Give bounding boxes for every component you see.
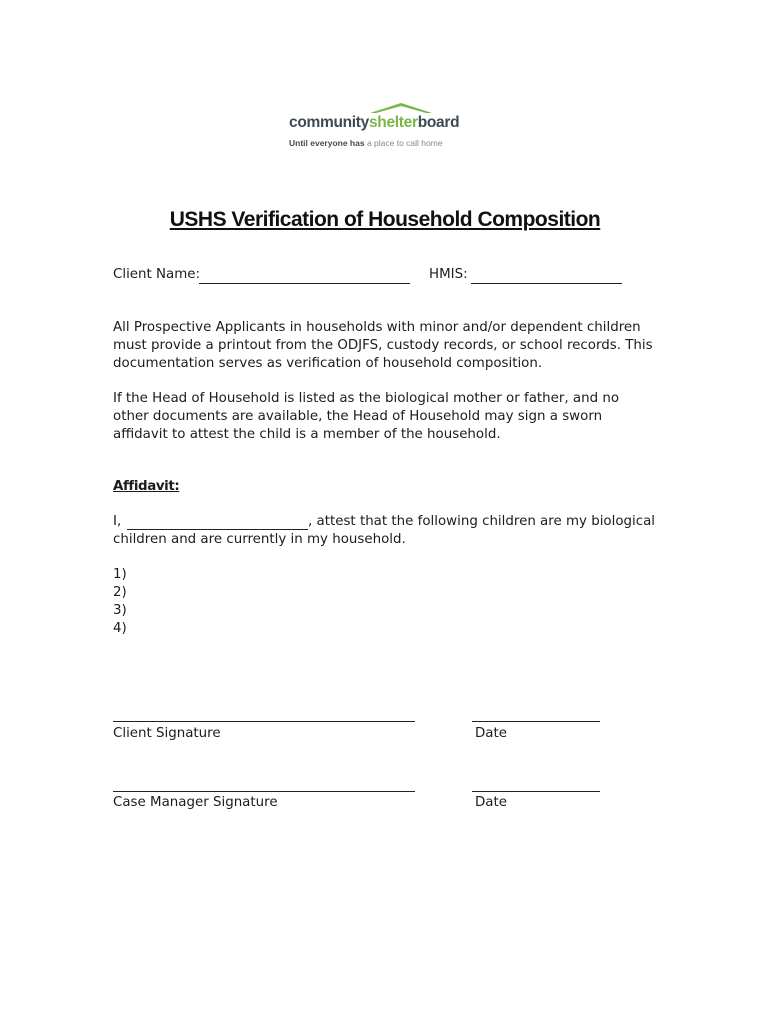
document-title: USHS Verification of Household Composition <box>169 208 601 231</box>
children-list <box>113 566 127 638</box>
case-manager-date-line[interactable] <box>472 791 600 792</box>
list-item[interactable]: 2) <box>113 585 127 600</box>
case-manager-signature-label: Case Manager Signature <box>113 795 278 810</box>
logo-tagline: Until everyone has a place to call home <box>289 138 443 148</box>
affiant-name-field[interactable] <box>127 529 308 530</box>
client-signature-line[interactable] <box>113 721 415 722</box>
house-roof-icon <box>366 102 436 114</box>
list-item[interactable]: 4) <box>113 621 127 636</box>
client-date-label: Date <box>475 726 508 741</box>
hmis-field[interactable] <box>471 283 622 284</box>
organization-logo <box>288 102 468 152</box>
affidavit-heading: Affidavit: <box>113 479 180 494</box>
logo-wordmark: communityshelterboard <box>289 114 460 131</box>
client-signature-label: Client Signature <box>113 726 221 741</box>
list-item[interactable]: 1) <box>113 567 127 582</box>
list-item[interactable]: 3) <box>113 603 127 618</box>
hmis-label: HMIS: <box>429 267 468 282</box>
client-name-field[interactable] <box>199 283 410 284</box>
instructions-paragraph: All Prospective Applicants in households with minor and/or dependent children must provide a printout from the ODJFS, custody records, or school records. This documentation serves as verification of household composition. <box>113 320 653 371</box>
case-manager-signature-line[interactable] <box>113 791 415 792</box>
affidavit-statement-line2: children and are currently in my household. <box>113 532 406 547</box>
head-of-household-paragraph: If the Head of Household is listed as the biological mother or father, and no other documents are available, the Head of Household may sign a sworn affidavit to attest the child is a member of the household. <box>113 391 620 442</box>
affidavit-prefix: I, <box>113 514 122 529</box>
affidavit-statement-line1: , attest that the following children are my biological <box>308 514 656 529</box>
client-name-label: Client Name: <box>113 267 201 282</box>
client-date-line[interactable] <box>472 721 600 722</box>
case-manager-date-label: Date <box>475 795 508 810</box>
